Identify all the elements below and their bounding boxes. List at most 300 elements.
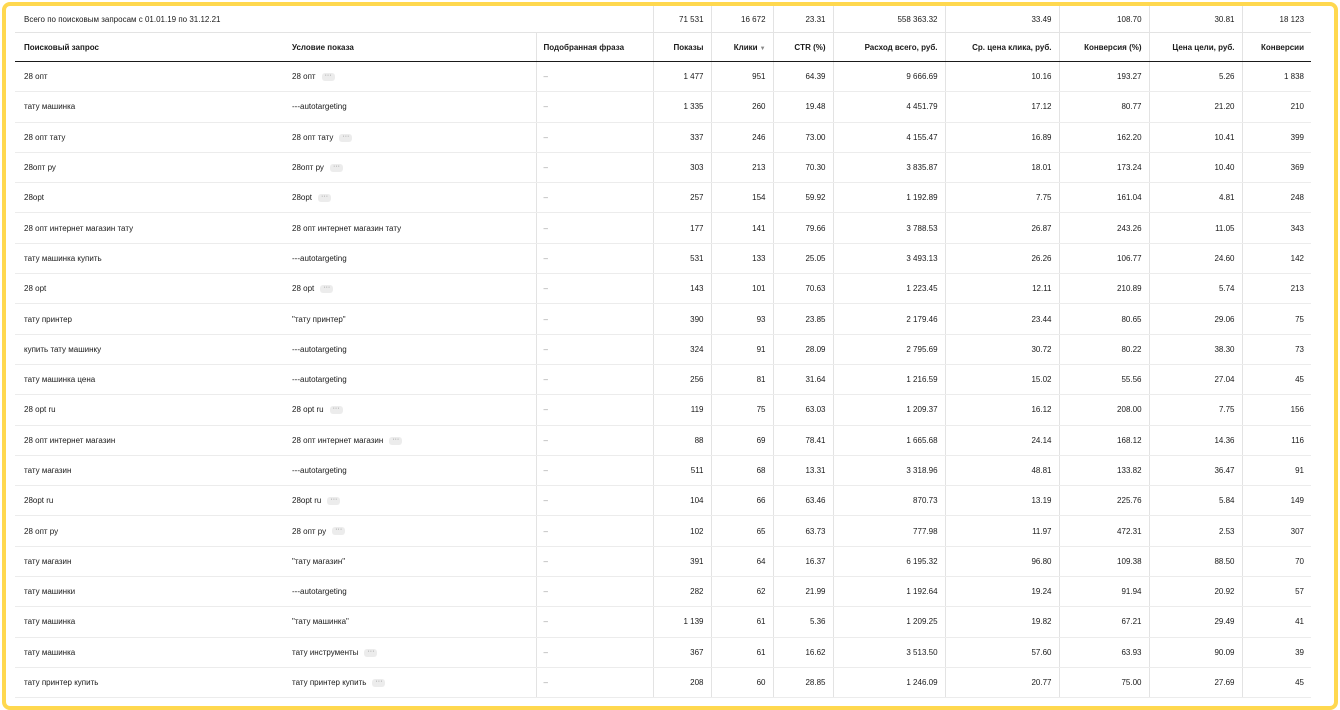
cell-ctr: 16.62 [773,637,833,667]
cell-spend: 1 192.89 [833,183,945,213]
cell-conv-rate: 133.82 [1059,455,1149,485]
cell-phrase: – [536,364,653,394]
cell-query: купить тату машинку [15,334,285,364]
cell-spend: 2 795.69 [833,334,945,364]
cell-ctr: 64.39 [773,62,833,92]
cell-condition[interactable] [285,425,536,455]
cell-spend: 3 835.87 [833,152,945,182]
cell-cpc: 11.97 [945,516,1059,546]
cell-query: 28opt ru [15,486,285,516]
cell-shows: 391 [653,546,711,576]
cell-spend: 1 216.59 [833,364,945,394]
cell-query: тату машинка [15,637,285,667]
cell-ctr: 63.73 [773,516,833,546]
cell-ctr: 23.85 [773,304,833,334]
cell-clicks: 75 [711,395,773,425]
table-row [15,213,1311,243]
cell-conversions: 45 [1242,667,1311,697]
cell-goal-price: 11.05 [1149,213,1242,243]
cell-cpc: 7.75 [945,183,1059,213]
col-condition-header[interactable]: Условие показа [285,33,536,62]
cell-cpc: 30.72 [945,334,1059,364]
cell-phrase: – [536,577,653,607]
cell-conversions: 116 [1242,425,1311,455]
search-queries-table [15,6,1311,698]
cell-goal-price: 2.53 [1149,516,1242,546]
more-options-icon[interactable]: ··· [327,497,340,505]
cell-cpc: 23.44 [945,304,1059,334]
condition-text: тату инструменты [292,647,359,657]
table-row [15,667,1311,697]
table-row [15,62,1311,92]
cell-goal-price: 14.36 [1149,425,1242,455]
cell-phrase: – [536,92,653,122]
cell-clicks: 61 [711,637,773,667]
cell-query: 28 опт ру [15,516,285,546]
cell-ctr: 16.37 [773,546,833,576]
table-row [15,152,1311,182]
condition-text: ---autotargeting [292,344,347,354]
cell-shows: 337 [653,122,711,152]
condition-text: "тату машинка" [292,617,349,627]
cell-condition[interactable] [285,667,536,697]
cell-goal-price: 4.81 [1149,183,1242,213]
cell-phrase: – [536,334,653,364]
cell-spend: 9 666.69 [833,62,945,92]
cell-cpc: 96.80 [945,546,1059,576]
cell-query: 28опт ру [15,152,285,182]
cell-shows: 104 [653,486,711,516]
condition-text: 28 опт интернет магазин тату [292,223,402,233]
condition-text: тату принтер купить [292,678,367,688]
cell-ctr: 63.03 [773,395,833,425]
cell-clicks: 66 [711,486,773,516]
cell-clicks: 91 [711,334,773,364]
cell-conversions: 91 [1242,455,1311,485]
cell-cpc: 20.77 [945,667,1059,697]
table-row [15,546,1311,576]
col-ctr-header[interactable]: CTR (%) [773,33,833,62]
cell-shows: 282 [653,577,711,607]
cell-spend: 6 195.32 [833,546,945,576]
cell-clicks: 69 [711,425,773,455]
cell-cpc: 10.16 [945,62,1059,92]
cell-phrase: – [536,213,653,243]
cell-shows: 324 [653,334,711,364]
cell-clicks: 60 [711,667,773,697]
table-row [15,577,1311,607]
col-phrase-header[interactable]: Подобранная фраза [536,33,653,62]
cell-goal-price: 5.26 [1149,62,1242,92]
cell-cpc: 19.24 [945,577,1059,607]
cell-conv-rate: 472.31 [1059,516,1149,546]
cell-conv-rate: 162.20 [1059,122,1149,152]
col-clicks-label: Клики [733,42,758,52]
cell-conversions: 39 [1242,637,1311,667]
cell-query: 28 опт тату [15,122,285,152]
cell-conversions: 1 838 [1242,62,1311,92]
cell-conv-rate: 106.77 [1059,243,1149,273]
cell-spend: 3 788.53 [833,213,945,243]
condition-text: 28 опт [292,72,316,82]
condition-text: ---autotargeting [292,253,347,263]
cell-shows: 119 [653,395,711,425]
table-row [15,516,1311,546]
cell-goal-price: 20.92 [1149,577,1242,607]
cell-shows: 88 [653,425,711,455]
cell-query: 28 опт интернет магазин [15,425,285,455]
cell-conv-rate: 63.93 [1059,637,1149,667]
cell-conversions: 75 [1242,304,1311,334]
cell-conv-rate: 193.27 [1059,62,1149,92]
table-row [15,425,1311,455]
cell-clicks: 68 [711,455,773,485]
cell-conv-rate: 243.26 [1059,213,1149,243]
cell-query: тату машинка цена [15,364,285,394]
cell-phrase: – [536,274,653,304]
cell-cpc: 16.89 [945,122,1059,152]
cell-shows: 511 [653,455,711,485]
cell-goal-price: 29.06 [1149,304,1242,334]
cell-condition[interactable] [285,274,536,304]
cell-phrase: – [536,546,653,576]
cell-ctr: 25.05 [773,243,833,273]
cell-ctr: 59.92 [773,183,833,213]
table-row [15,607,1311,637]
condition-text: 28 opt [292,284,315,294]
cell-spend: 870.73 [833,486,945,516]
cell-ctr: 63.46 [773,486,833,516]
sort-desc-icon[interactable]: ▼ [759,45,766,52]
report-frame [2,2,1338,710]
cell-goal-price: 24.60 [1149,243,1242,273]
cell-spend: 777.98 [833,516,945,546]
cell-query: тату машинка купить [15,243,285,273]
cell-conversions: 399 [1242,122,1311,152]
cell-goal-price: 88.50 [1149,546,1242,576]
cell-phrase: – [536,395,653,425]
table-row [15,122,1311,152]
cell-query: тату магазин [15,546,285,576]
more-options-icon[interactable]: ··· [372,679,385,687]
cell-spend: 1 192.64 [833,577,945,607]
cell-goal-price: 10.41 [1149,122,1242,152]
cell-spend: 2 179.46 [833,304,945,334]
cell-shows: 257 [653,183,711,213]
col-clicks-header[interactable] [711,33,773,62]
cell-goal-price: 90.09 [1149,637,1242,667]
cell-spend: 1 223.45 [833,274,945,304]
col-cpc-header[interactable]: Ср. цена клика, руб. [945,33,1059,62]
cell-condition[interactable] [285,92,536,122]
cell-ctr: 31.64 [773,364,833,394]
col-spend-header[interactable]: Расход всего, руб. [833,33,945,62]
cell-shows: 1 139 [653,607,711,637]
cell-condition[interactable] [285,183,536,213]
cell-goal-price: 36.47 [1149,455,1242,485]
cell-query: тату принтер [15,304,285,334]
cell-spend: 4 155.47 [833,122,945,152]
cell-clicks: 65 [711,516,773,546]
col-conv-rate-header[interactable]: Конверсия (%) [1059,33,1149,62]
cell-ctr: 5.36 [773,607,833,637]
more-options-icon[interactable]: ··· [330,164,343,172]
cell-phrase: – [536,183,653,213]
condition-text: 28 опт интернет магазин [292,435,384,445]
more-options-icon[interactable]: ··· [389,437,402,445]
cell-shows: 208 [653,667,711,697]
cell-phrase: – [536,62,653,92]
cell-conv-rate: 91.94 [1059,577,1149,607]
condition-text: ---autotargeting [292,466,347,475]
cell-condition[interactable] [285,395,536,425]
cell-cpc: 24.14 [945,425,1059,455]
cell-query: 28 опт [15,62,285,92]
cell-ctr: 78.41 [773,425,833,455]
cell-condition[interactable] [285,152,536,182]
cell-ctr: 21.99 [773,577,833,607]
cell-conv-rate: 75.00 [1059,667,1149,697]
cell-clicks: 133 [711,243,773,273]
cell-conversions: 369 [1242,152,1311,182]
cell-condition[interactable] [285,546,536,576]
cell-conversions: 45 [1242,364,1311,394]
cell-goal-price: 5.74 [1149,274,1242,304]
cell-goal-price: 10.40 [1149,152,1242,182]
cell-clicks: 260 [711,92,773,122]
cell-clicks: 101 [711,274,773,304]
cell-phrase: – [536,152,653,182]
cell-clicks: 213 [711,152,773,182]
more-options-icon[interactable]: ··· [330,406,343,414]
cell-shows: 1 335 [653,92,711,122]
cell-condition[interactable] [285,213,536,243]
cell-condition[interactable] [285,637,536,667]
cell-ctr: 70.63 [773,274,833,304]
cell-ctr: 13.31 [773,455,833,485]
cell-goal-price: 29.49 [1149,607,1242,637]
totals-row [15,6,1311,33]
cell-conv-rate: 80.77 [1059,92,1149,122]
cell-conv-rate: 55.56 [1059,364,1149,394]
condition-text: "тату принтер" [292,314,346,324]
condition-text: "тату магазин" [292,556,346,566]
cell-clicks: 246 [711,122,773,152]
cell-goal-price: 27.69 [1149,667,1242,697]
table-row [15,183,1311,213]
cell-conversions: 41 [1242,607,1311,637]
cell-phrase: – [536,243,653,273]
cell-cpc: 15.02 [945,364,1059,394]
cell-conv-rate: 109.38 [1059,546,1149,576]
cell-conversions: 343 [1242,213,1311,243]
condition-text: ---autotargeting [292,102,347,112]
cell-shows: 390 [653,304,711,334]
cell-shows: 367 [653,637,711,667]
condition-text: 28 опт ру [292,526,327,536]
cell-conv-rate: 173.24 [1059,152,1149,182]
cell-shows: 1 477 [653,62,711,92]
cell-condition[interactable] [285,334,536,364]
condition-text: 28opt ru [292,496,322,506]
cell-spend: 1 665.68 [833,425,945,455]
cell-shows: 143 [653,274,711,304]
cell-phrase: – [536,637,653,667]
cell-conv-rate: 67.21 [1059,607,1149,637]
cell-phrase: – [536,607,653,637]
table-row [15,274,1311,304]
cell-cpc: 48.81 [945,455,1059,485]
cell-shows: 531 [653,243,711,273]
more-options-icon[interactable]: ··· [320,285,333,293]
cell-spend: 3 513.50 [833,637,945,667]
cell-goal-price: 38.30 [1149,334,1242,364]
cell-spend: 3 493.13 [833,243,945,273]
cell-condition[interactable] [285,577,536,607]
cell-clicks: 81 [711,364,773,394]
cell-ctr: 79.66 [773,213,833,243]
col-query-header[interactable]: Поисковый запрос [15,33,285,62]
cell-clicks: 141 [711,213,773,243]
cell-conversions: 57 [1242,577,1311,607]
cell-conversions: 142 [1242,243,1311,273]
condition-text: 28opt [292,193,313,203]
more-options-icon[interactable]: ··· [318,194,331,202]
cell-phrase: – [536,667,653,697]
table-row [15,92,1311,122]
cell-condition[interactable] [285,243,536,273]
more-options-icon[interactable]: ··· [364,649,377,657]
cell-spend: 1 209.25 [833,607,945,637]
cell-clicks: 951 [711,62,773,92]
cell-phrase: – [536,486,653,516]
cell-cpc: 26.87 [945,213,1059,243]
cell-condition[interactable] [285,455,536,485]
total-conv-rate: 108.70 [1059,6,1149,33]
cell-conv-rate: 168.12 [1059,425,1149,455]
condition-text: 28опт ру [292,163,324,173]
cell-cpc: 13.19 [945,486,1059,516]
col-goal-price-header[interactable]: Цена цели, руб. [1149,33,1242,62]
cell-query: тату машинки [15,577,285,607]
total-ctr: 23.31 [773,6,833,33]
cell-query: тату машинка [15,607,285,637]
cell-conv-rate: 225.76 [1059,486,1149,516]
condition-text: 28 opt ru [292,405,324,415]
cell-spend: 4 451.79 [833,92,945,122]
table-row [15,304,1311,334]
cell-clicks: 62 [711,577,773,607]
cell-conv-rate: 80.22 [1059,334,1149,364]
table-row [15,486,1311,516]
cell-phrase: – [536,455,653,485]
cell-cpc: 18.01 [945,152,1059,182]
cell-conversions: 73 [1242,334,1311,364]
cell-query: 28 опт интернет магазин тату [15,213,285,243]
cell-cpc: 19.82 [945,607,1059,637]
cell-conversions: 210 [1242,92,1311,122]
table-row [15,395,1311,425]
col-shows-header[interactable]: Показы [653,33,711,62]
cell-ctr: 70.30 [773,152,833,182]
cell-spend: 1 209.37 [833,395,945,425]
table-row [15,334,1311,364]
table-row [15,364,1311,394]
total-conversions: 18 123 [1242,6,1311,33]
cell-conversions: 149 [1242,486,1311,516]
more-options-icon[interactable]: ··· [322,73,335,81]
cell-goal-price: 27.04 [1149,364,1242,394]
cell-query: 28 opt [15,274,285,304]
cell-conversions: 156 [1242,395,1311,425]
totals-label: Всего по поисковым запросам с 01.01.19 по 31.12.21 [15,6,653,33]
more-options-icon[interactable]: ··· [332,527,345,535]
cell-clicks: 93 [711,304,773,334]
total-clicks: 16 672 [711,6,773,33]
cell-spend: 3 318.96 [833,455,945,485]
cell-clicks: 154 [711,183,773,213]
cell-cpc: 16.12 [945,395,1059,425]
total-spend: 558 363.32 [833,6,945,33]
cell-shows: 102 [653,516,711,546]
cell-phrase: – [536,516,653,546]
cell-ctr: 19.48 [773,92,833,122]
cell-shows: 303 [653,152,711,182]
cell-cpc: 26.26 [945,243,1059,273]
cell-clicks: 64 [711,546,773,576]
cell-cpc: 57.60 [945,637,1059,667]
cell-query: тату магазин [15,455,285,485]
condition-text: 28 опт тату [292,132,334,142]
cell-condition[interactable] [285,486,536,516]
condition-text: ---autotargeting [292,587,347,597]
cell-query: 28opt [15,183,285,213]
cell-ctr: 28.09 [773,334,833,364]
total-goal-price: 30.81 [1149,6,1242,33]
cell-ctr: 28.85 [773,667,833,697]
cell-phrase: – [536,122,653,152]
cell-condition[interactable] [285,304,536,334]
cell-goal-price: 5.84 [1149,486,1242,516]
cell-query: 28 opt ru [15,395,285,425]
cell-conversions: 248 [1242,183,1311,213]
table-row [15,637,1311,667]
cell-condition[interactable] [285,516,536,546]
cell-spend: 1 246.09 [833,667,945,697]
cell-conv-rate: 161.04 [1059,183,1149,213]
cell-condition[interactable] [285,364,536,394]
condition-text: ---autotargeting [292,375,347,385]
cell-condition[interactable] [285,62,536,92]
cell-conv-rate: 80.65 [1059,304,1149,334]
cell-conv-rate: 208.00 [1059,395,1149,425]
total-cpc: 33.49 [945,6,1059,33]
cell-condition[interactable] [285,122,536,152]
col-conversions-header[interactable]: Конверсии [1242,33,1311,62]
cell-ctr: 73.00 [773,122,833,152]
table-header [15,33,1311,62]
cell-conv-rate: 210.89 [1059,274,1149,304]
cell-shows: 177 [653,213,711,243]
total-shows: 71 531 [653,6,711,33]
table-row [15,243,1311,273]
more-options-icon[interactable]: ··· [339,134,352,142]
cell-goal-price: 21.20 [1149,92,1242,122]
cell-goal-price: 7.75 [1149,395,1242,425]
cell-condition[interactable] [285,607,536,637]
cell-phrase: – [536,304,653,334]
cell-query: тату машинка [15,92,285,122]
